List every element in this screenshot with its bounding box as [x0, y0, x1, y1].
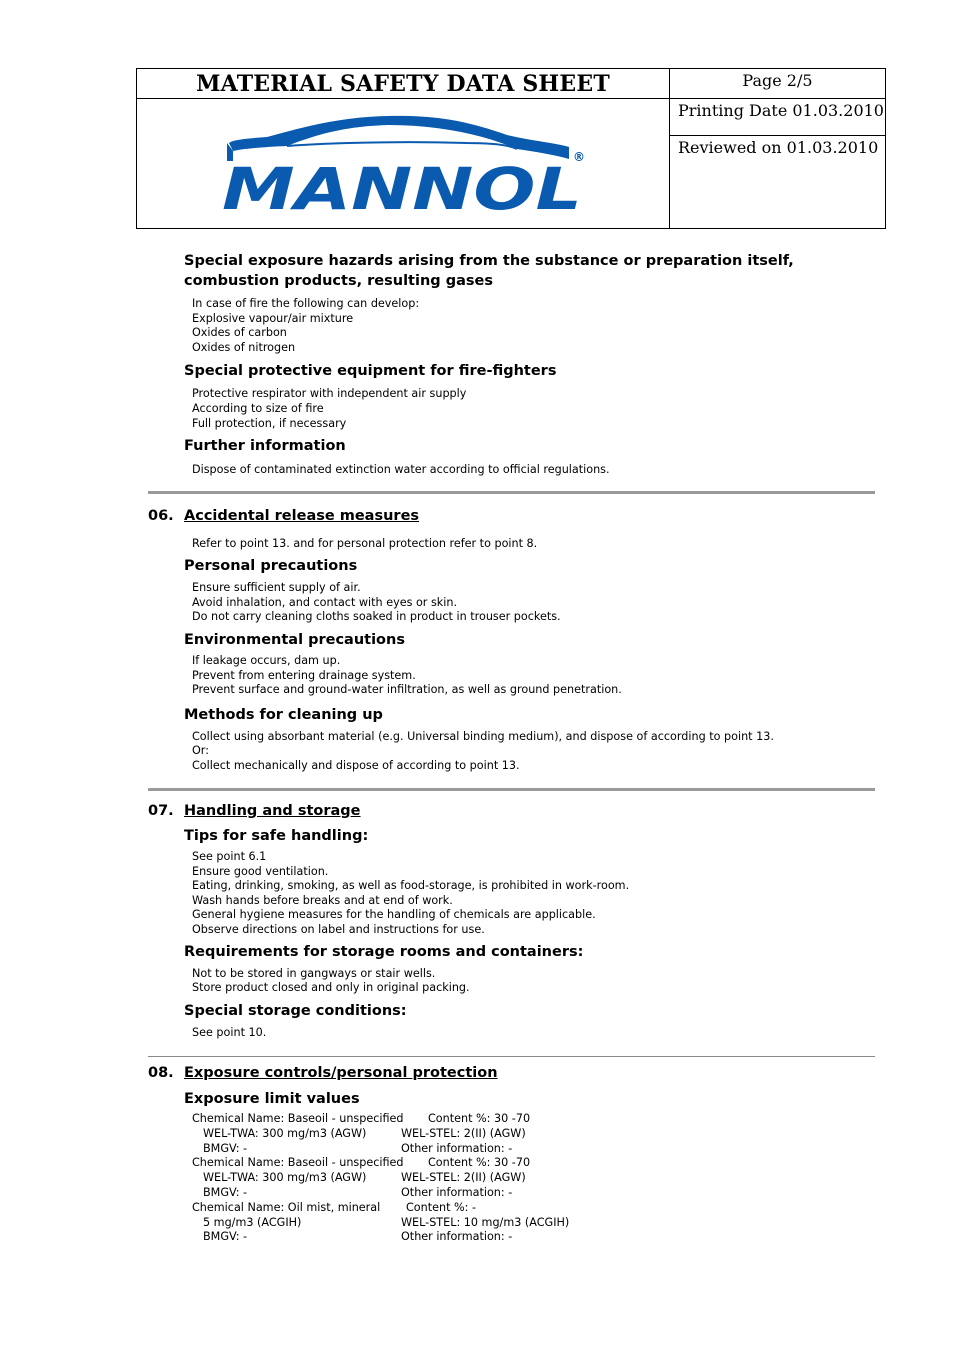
tips-line: Observe directions on label and instructions for use. — [192, 923, 485, 936]
table-row: 5 mg/m3 (ACGIH) WEL-STEL: 10 mg/m3 (ACGIH) — [203, 1215, 570, 1229]
tips-line: General hygiene measures for the handling of chemicals are applicable. — [192, 908, 596, 921]
req-line: Not to be stored in gangways or stair wells. — [192, 967, 436, 980]
section-title-handling-storage: Handling and storage — [184, 803, 361, 819]
personal-line: Do not carry cleaning cloths soaked in product in trouser pockets. — [192, 610, 561, 623]
env-line: Prevent from entering drainage system. — [192, 669, 416, 682]
cleaning-methods-heading: Methods for cleaning up — [184, 707, 383, 723]
ppe-line: Protective respirator with independent air supply — [192, 387, 467, 400]
hazards-heading-line1: Special exposure hazards arising from the substance or preparation itself, — [184, 253, 794, 269]
mannol-logo-icon — [137, 99, 668, 229]
further-info-line: Dispose of contaminated extinction water according to official regulations. — [192, 463, 610, 476]
personal-line: Ensure sufficient supply of air. — [192, 581, 361, 594]
section-intro: Refer to point 13. and for personal protection refer to point 8. — [192, 537, 538, 550]
table-row: BMGV: - Other information: - — [203, 1185, 513, 1199]
table-row: BMGV: - Other information: - — [203, 1141, 513, 1155]
hazards-heading-line2: combustion products, resulting gases — [184, 273, 493, 289]
hazards-line: Oxides of carbon — [192, 326, 287, 339]
ppe-line: Full protection, if necessary — [192, 417, 347, 430]
clean-line: Collect using absorbant material (e.g. Universal binding medium), and dispose of according to point 13. — [192, 730, 774, 743]
exposure-limits-table — [192, 1112, 692, 1245]
env-line: If leakage occurs, dam up. — [192, 654, 341, 667]
special-line: See point 10. — [192, 1026, 267, 1039]
table-row: Chemical Name: Oil mist, mineral Content %: - — [192, 1200, 477, 1214]
hazards-line: Explosive vapour/air mixture — [192, 312, 354, 325]
table-row: WEL-TWA: 300 mg/m3 (AGW) WEL-STEL: 2(II) (AGW) — [203, 1171, 526, 1185]
personal-line: Avoid inhalation, and contact with eyes or skin. — [192, 596, 458, 609]
hazards-line: Oxides of nitrogen — [192, 341, 296, 354]
table-row: Chemical Name: Baseoil - unspecified Content %: 30 -70 — [192, 1112, 531, 1125]
environmental-precautions-heading: Environmental precautions — [184, 632, 405, 648]
section-divider — [148, 491, 875, 494]
section-number: 06. — [148, 508, 174, 524]
section-title-exposure-controls: Exposure controls/personal protection — [184, 1065, 498, 1081]
section-number: 07. — [148, 803, 174, 819]
exposure-limits-heading: Exposure limit values — [184, 1091, 360, 1107]
tips-line: Eating, drinking, smoking, as well as food-storage, is prohibited in work-room. — [192, 879, 630, 892]
tips-line: Ensure good ventilation. — [192, 865, 329, 878]
section-divider — [148, 1056, 875, 1057]
env-line: Prevent surface and ground-water infiltration, as well as ground penetration. — [192, 683, 622, 696]
document-header — [136, 68, 886, 229]
ppe-heading: Special protective equipment for fire-fighters — [184, 363, 557, 379]
svg-text:MANNOL: MANNOL — [222, 155, 582, 223]
page-number: Page 2/5 — [670, 69, 885, 99]
hazards-line: In case of fire the following can develop: — [192, 297, 420, 310]
req-line: Store product closed and only in original packing. — [192, 981, 470, 994]
storage-requirements-heading: Requirements for storage rooms and containers: — [184, 944, 584, 960]
document-title: MATERIAL SAFETY DATA SHEET — [137, 69, 670, 99]
table-row: BMGV: - Other information: - — [203, 1230, 513, 1244]
section-divider — [148, 788, 875, 791]
further-info-heading: Further information — [184, 438, 346, 454]
table-row: WEL-TWA: 300 mg/m3 (AGW) WEL-STEL: 2(II) (AGW) — [203, 1126, 526, 1140]
clean-line: Collect mechanically and dispose of according to point 13. — [192, 759, 520, 772]
ppe-line: According to size of fire — [192, 402, 324, 415]
tips-heading: Tips for safe handling: — [184, 828, 369, 844]
brand-logo — [137, 99, 670, 229]
section-title-accidental-release: Accidental release measures — [184, 508, 420, 524]
personal-precautions-heading: Personal precautions — [184, 558, 358, 574]
tips-line: See point 6.1 — [192, 850, 267, 863]
svg-text:®: ® — [573, 150, 585, 164]
reviewed-date: Reviewed on 01.03.2010 — [678, 138, 879, 157]
section-number: 08. — [148, 1065, 174, 1081]
tips-line: Wash hands before breaks and at end of work. — [192, 894, 453, 907]
table-row: Chemical Name: Baseoil - unspecified Content %: 30 -70 — [192, 1156, 531, 1170]
printing-date: Printing Date 01.03.2010 — [670, 99, 885, 136]
clean-line: Or: — [192, 744, 209, 757]
special-storage-heading: Special storage conditions: — [184, 1003, 407, 1019]
